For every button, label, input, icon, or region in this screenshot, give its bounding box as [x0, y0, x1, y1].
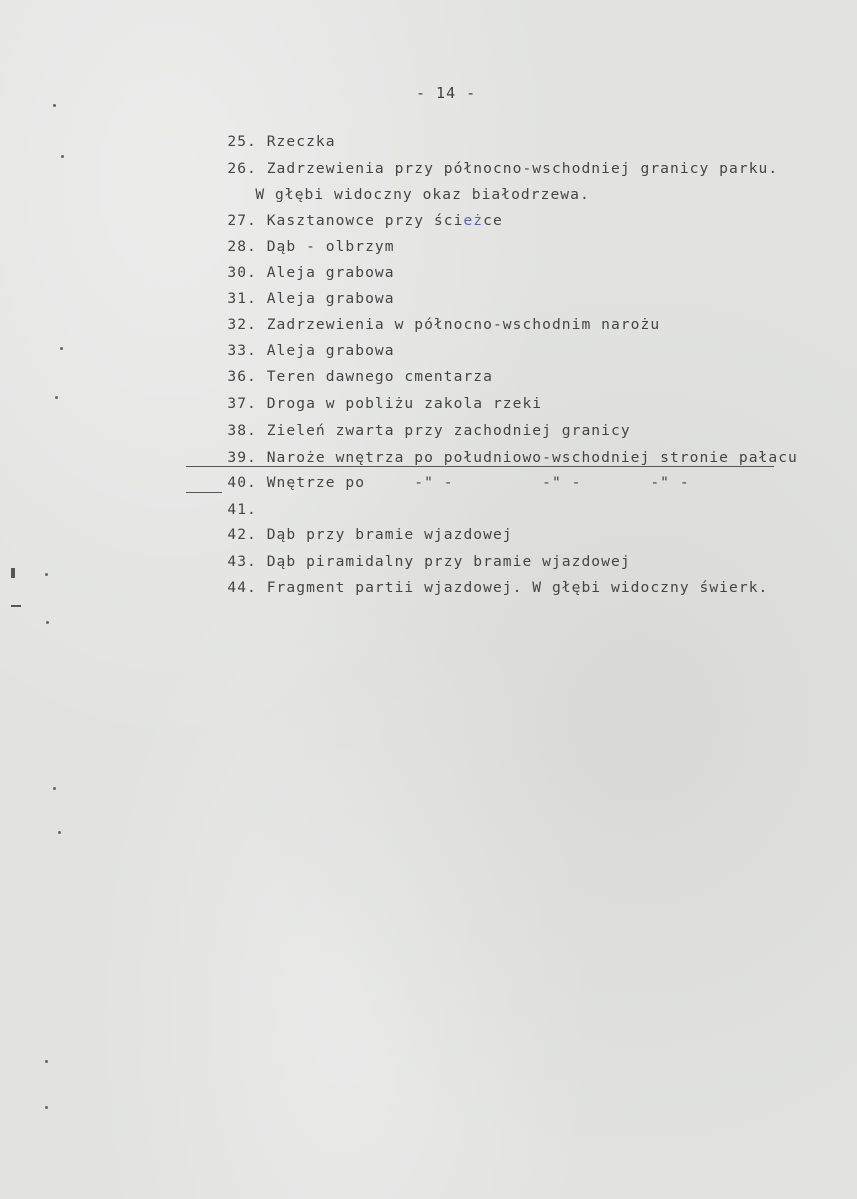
- item-number: 28.: [227, 238, 257, 255]
- item-number: 40.: [227, 474, 257, 491]
- item-text: Rzeczka: [266, 133, 336, 150]
- item-text: Kasztanowce przy ścieżce: [266, 212, 503, 229]
- ink-correction: eż: [463, 212, 484, 229]
- item-number: 37.: [227, 395, 257, 412]
- item-text: Zieleń zwarta przy zachodniej granicy: [266, 422, 631, 439]
- item-text: Fragment partii wjazdowej. W głębi widoczny świerk.: [266, 579, 769, 596]
- item-number: 27.: [227, 212, 257, 229]
- item-number: 38.: [227, 422, 257, 439]
- item-number: 26.: [227, 160, 257, 177]
- margin-speck: [45, 573, 48, 576]
- item-text: Dąb przy bramie wjazdowej: [266, 526, 513, 543]
- item-number: 39.: [227, 449, 257, 466]
- item-text: Teren dawnego cmentarza: [266, 368, 493, 385]
- margin-speck: [46, 621, 49, 624]
- margin-speck: [53, 104, 56, 107]
- item-text: Droga w pobliżu zakola rzeki: [266, 395, 543, 412]
- item-number: 32.: [227, 316, 257, 333]
- item-number: 33.: [227, 342, 257, 359]
- item-text: W głębi widoczny okaz białodrzewa.: [255, 186, 590, 203]
- margin-speck: [60, 347, 63, 350]
- item-text: Aleja grabowa: [266, 264, 395, 281]
- item-text: Aleja grabowa: [266, 342, 395, 359]
- strike-through-line: [186, 492, 222, 493]
- item-number: 44.: [227, 579, 257, 596]
- item-text: Aleja grabowa: [266, 290, 395, 307]
- item-number: 43.: [227, 553, 257, 570]
- item-text: Naroże wnętrza po południowo-wschodniej stronie pałacu: [266, 449, 798, 466]
- item-number: 41.: [227, 501, 257, 518]
- margin-speck: [58, 831, 61, 834]
- page-number: - 14 -: [416, 84, 477, 102]
- list-item: [188, 562, 768, 613]
- margin-speck: [61, 155, 64, 158]
- strike-through-line: [186, 466, 774, 467]
- item-number: 42.: [227, 526, 257, 543]
- margin-speck: [53, 787, 56, 790]
- item-text: Dąb piramidalny przy bramie wjazdowej: [266, 553, 631, 570]
- item-text: Zadrzewienia przy północno-wschodniej granicy parku.: [266, 160, 779, 177]
- item-text: Wnętrze po -" - -" - -" -: [266, 474, 690, 491]
- margin-mark: [11, 568, 15, 578]
- list-item-struck: [188, 457, 690, 508]
- item-number: 36.: [227, 368, 257, 385]
- item-number: 31.: [227, 290, 257, 307]
- item-number: 30.: [227, 264, 257, 281]
- margin-speck: [45, 1106, 48, 1109]
- item-text: Dąb - olbrzym: [266, 238, 395, 255]
- margin-speck: [55, 396, 58, 399]
- margin-speck: [45, 1060, 48, 1063]
- item-number: 25.: [227, 133, 257, 150]
- item-text: Zadrzewienia w północno-wschodnim narożu: [266, 316, 661, 333]
- margin-mark: [11, 605, 21, 607]
